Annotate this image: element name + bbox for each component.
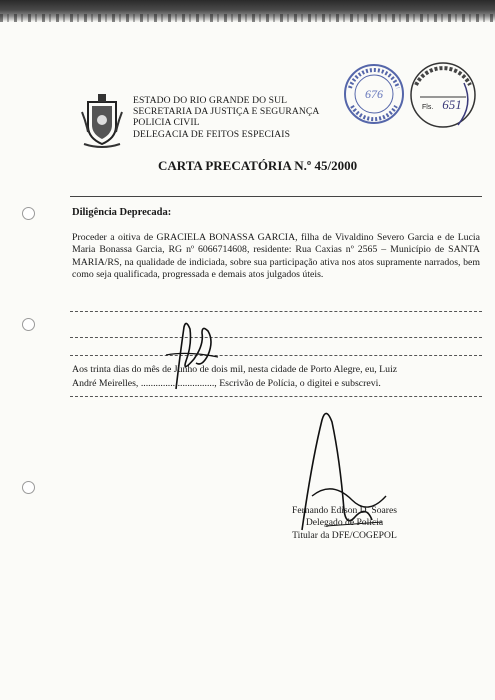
punch-hole (22, 318, 35, 331)
page-stamp-number: 651 (442, 97, 462, 112)
agency-header (133, 95, 319, 140)
divider (70, 196, 482, 197)
signatory-office: Titular da DFE/COGEPOL (292, 529, 397, 541)
page-stamp-prefix: Fls. (422, 104, 434, 111)
punch-hole (22, 207, 35, 220)
state-coat-of-arms-icon (80, 92, 124, 150)
signatory-name: Fernando Edison D. Soares (292, 505, 397, 516)
divider (70, 355, 482, 356)
round-official-stamp (342, 62, 406, 126)
punch-hole (22, 481, 35, 494)
round-stamp-number: 676 (365, 87, 383, 101)
divider (70, 337, 482, 338)
closing-line: André Meirelles, .............................., Escrivão de Polícia, o digitei e subscrevi. (72, 378, 381, 389)
divider (70, 311, 482, 312)
signatory-role: Delegado de Polícia (305, 517, 384, 529)
agency-line: SECRETARIA DA JUSTIÇA E SEGURANÇA (133, 106, 320, 118)
divider (70, 396, 482, 397)
document-title: CARTA PRECATÓRIA N.º 45/2000 (158, 158, 358, 173)
scan-edge-shadow (0, 0, 495, 22)
page-number-stamp (408, 55, 478, 133)
agency-line: DELEGACIA DE FEITOS ESPECIAIS (133, 128, 291, 140)
body-paragraph: Proceder a oitiva de GRACIELA BONASSA GARCIA, filha de Vivaldino Severo Garcia e de Lucia Maria Bonassa Garcia, RG nº 6066714608, residente: Rua Caxias nº 2565 – Município de SANTA MARIA/RS, na qualidade de indiciada, sobre sua participação ativa nos atos supramente narrados, bem como seja qualificada, progressada e demais atos julgados úteis. (72, 232, 480, 281)
section-heading: Diligência Deprecada: (72, 207, 172, 218)
clerk-signature (158, 315, 228, 395)
closing-line: Aos trinta dias do mês de Junho de dois mil, nesta cidade de Porto Alegre, eu, Luiz (72, 364, 398, 375)
agency-line: ESTADO DO RIO GRANDE DO SUL (133, 95, 288, 106)
agency-line: POLICIA CIVIL (133, 117, 200, 129)
signature-block (292, 505, 397, 542)
